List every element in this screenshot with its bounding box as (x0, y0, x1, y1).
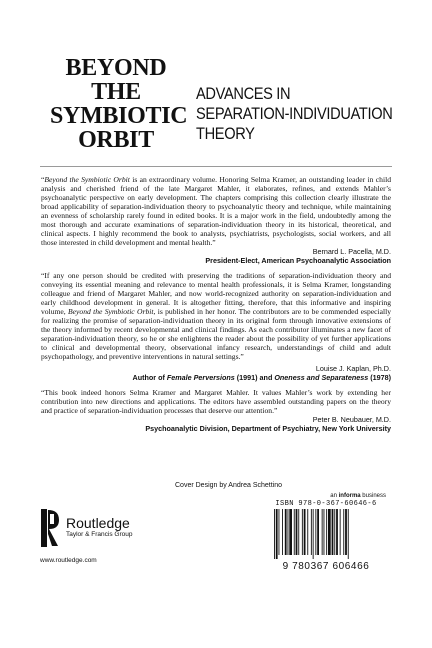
review-1-text: “Beyond the Symbiotic Orbit is an extraordinary volume. Honoring Selma Kramer, an outstanding leader in child analysis and cherished friend of the late Margaret Mahler, it elaborates, refines, and extends Mahler’s psychoanalytic perspective on early development. The chapters comprising this collection clearly illustrate the broad applicability of separation-individuation theory to psychoanalytic theory and technique, while maintaining an evenness of scholarship rarely found in edited books. It is a major work in the field, undoubtedly among the most thorough and accurate examinations of separation-individuation theory in its historical, theoretical, and clinical aspects. I highly recommend the book to analysts, psychiatrists, psychologists, social workers, and all those interested in child development and mental health.” (41, 175, 391, 247)
subtitle-line-2: SEPARATION-INDIVIDUATION (196, 104, 393, 123)
barcode-bar (302, 509, 303, 555)
subtitle-line-1: ADVANCES IN (196, 84, 291, 103)
barcode-bar (324, 509, 325, 555)
barcode-bar (336, 509, 338, 555)
review-2-author: Louise J. Kaplan, Ph.D. (315, 364, 391, 373)
review-1-book-title: Beyond the Symbiotic Orbit (44, 175, 130, 184)
barcode-bar (315, 509, 316, 555)
barcode-bar (288, 509, 289, 555)
barcode-bar (332, 509, 334, 555)
barcode-bar (298, 509, 299, 555)
isbn-text: ISBN 978-0-367-60646-6 (275, 500, 377, 508)
barcode-bar (322, 509, 323, 555)
title-line-2: THE (91, 79, 141, 105)
barcode-bar (348, 509, 349, 559)
cover-design-credit: Cover Design by Andrea Schettino (175, 482, 283, 489)
title-line-1: BEYOND (65, 55, 167, 81)
barcode-bar (313, 509, 314, 559)
publisher-brand (66, 515, 132, 539)
barcode-bar (274, 509, 275, 559)
barcode-bar (294, 509, 295, 555)
divider-rule (40, 166, 392, 167)
barcode-bar (343, 509, 344, 555)
barcode-bar (326, 509, 327, 555)
review-2-affiliation: Author of Female Perversions (1991) and Oneness and Separateness (1978) (132, 373, 391, 382)
review-2-text: “If any one person should be credited with preserving the traditions of separation-individuation theory and conveying its essential meaning and relevance to mental health professionals, it is Selma Kramer, longstanding colleague and friend of Margaret Mahler, and now world-recognized authority on separation-individuation and early childhood development in general. It is altogether fitting, therefore, that this informative and inspiring volume, Beyond the Symbiotic Orbit, is published in her honor. The contributors are to be commended especially for realizing the promise of separation-individuation theory in its original form through innovative extensions of the theory informed by recent developmental and clinical findings. As each contributor illuminates a new facet of separation-individuation theory, so he or she enlightens the reader about the possibility of yet further applications to clinical and developmental theory, observational infancy research, understandings of child and adult psychopathology, and preventive interventions in natural settings.” (41, 271, 391, 361)
barcode-bar (282, 509, 283, 555)
barcode-bars (266, 509, 386, 559)
barcode-bar (334, 509, 335, 555)
reviews-section (41, 175, 391, 433)
barcode (266, 509, 386, 572)
review-3-affiliation: Psychoanalytic Division, Department of Psychiatry, New York University (145, 424, 391, 433)
barcode-bar (289, 509, 292, 555)
title-line-3: SYMBIOTIC (50, 103, 188, 129)
barcode-bar (304, 509, 306, 555)
barcode-bar (296, 509, 298, 555)
barcode-digits: 9 780367 606466 (282, 561, 370, 572)
review-1-affiliation: President-Elect, American Psychoanalytic Association (205, 256, 391, 265)
barcode-bar (276, 509, 278, 559)
publisher-website: www.routledge.com (40, 557, 97, 564)
subtitle-line-3: THEORY (196, 124, 255, 143)
barcode-bar (340, 509, 341, 555)
book-title (50, 55, 188, 153)
barcode-bar (285, 509, 287, 555)
publisher-name: Routledge (66, 515, 130, 531)
barcode-bar (279, 509, 280, 555)
barcode-bar (307, 509, 308, 555)
review-2-book-title: Beyond the Symbiotic Orbit (68, 307, 154, 316)
barcode-bar (317, 509, 319, 555)
review-3-text: “This book indeed honors Selma Kramer and Margaret Mahler. It values Mahler’s work by extending her contribution into new directions and applications. The editors have assembled outstanding papers on the theory and practice of separation-individuation processes that deserve our attention.” (41, 388, 391, 415)
review-3-author: Peter B. Neubauer, M.D. (312, 415, 391, 424)
routledge-logo-icon (40, 508, 60, 548)
informa-business-label: an informa business (330, 493, 386, 499)
title-line-4: ORBIT (78, 127, 154, 153)
barcode-bar (345, 509, 347, 555)
barcode-panel (266, 492, 386, 572)
book-subtitle (196, 84, 392, 144)
review-1-author: Bernard L. Pacella, M.D. (312, 247, 391, 256)
barcode-bar (328, 509, 331, 555)
publisher-group: Taylor & Francis Group (66, 531, 133, 538)
barcode-bar (311, 509, 312, 555)
